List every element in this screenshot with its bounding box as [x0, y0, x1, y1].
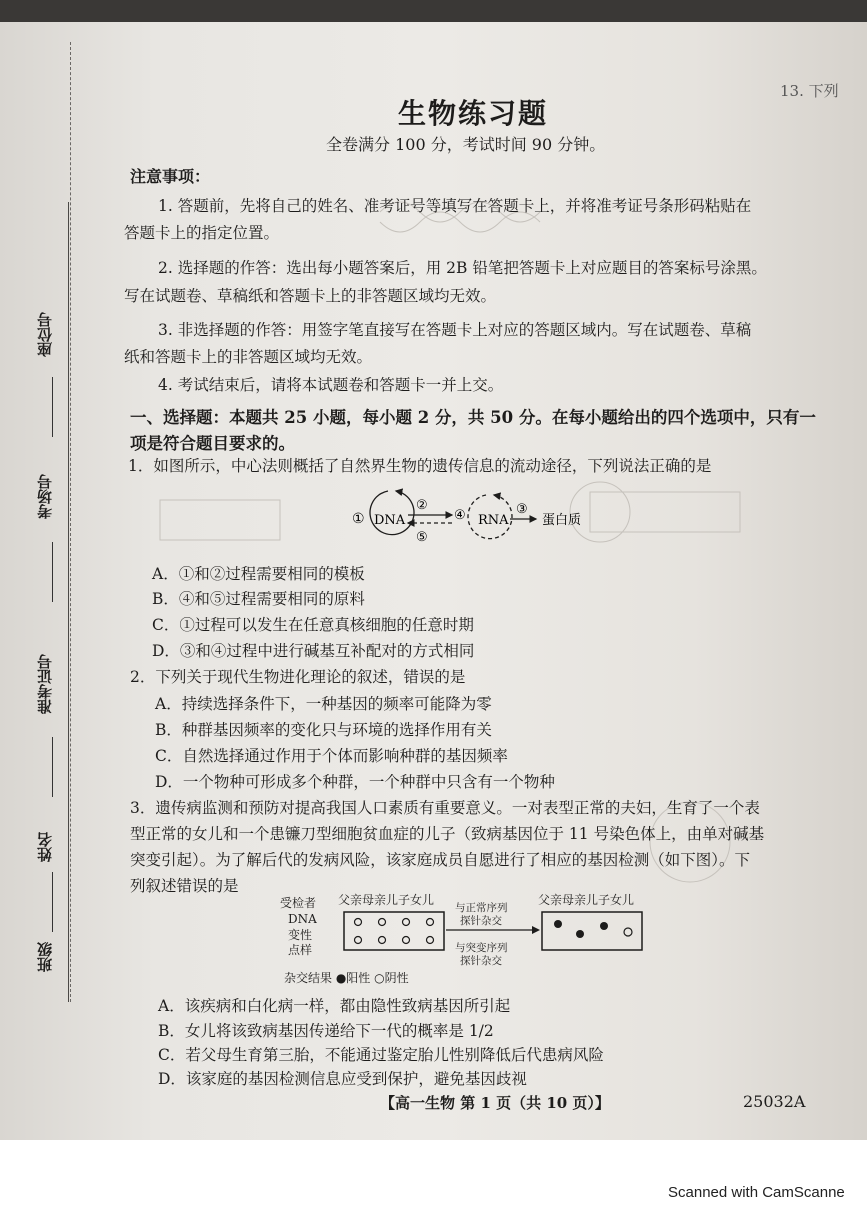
q2-option-b[interactable]: B．种群基因频率的变化只与环境的选择作用有关: [155, 721, 492, 739]
q1-option-a[interactable]: A．①和②过程需要相同的模板: [152, 565, 365, 583]
members-right: 父亲母亲儿子女儿: [538, 893, 635, 907]
next-page-bleed: 13. 下列: [780, 82, 839, 100]
q3-stem-line-2: 型正常的女儿和一个患镰刀型细胞贫血症的儿子（致病基因位于 11 号染色体上，由单对碱基: [130, 825, 765, 843]
ticket-label: 准考证号: [36, 654, 54, 714]
page-subtitle: 全卷满分 100 分，考试时间 90 分钟。: [326, 135, 606, 154]
left-label-examinee: 受检者: [280, 896, 317, 910]
note-4: 4. 考试结束后，请将本试题卷和答题卡一并上交。: [158, 376, 504, 394]
note-1-line-1: 1. 答题前，先将自己的姓名、准考证号等填写在答题卡上，并将准考证号条形码粘贴在: [158, 197, 752, 215]
note-1-line-2: 答题卡上的指定位置。: [124, 224, 280, 242]
label-2: ②: [416, 498, 428, 513]
q3-option-d[interactable]: D．该家庭的基因检测信息应受到保护，避免基因歧视: [158, 1070, 527, 1088]
normal-probe-1: 与正常序列: [455, 902, 508, 914]
q2-stem: 2．下列关于现代生物进化理论的叙述，错误的是: [130, 668, 466, 686]
mutant-probe-1: 与突变序列: [455, 942, 508, 954]
page-title: 生物练习题: [398, 97, 549, 130]
cut-line: [70, 42, 72, 1002]
legend: 杂交结果 ●阳性 ○阴性: [284, 971, 409, 985]
notes-heading: 注意事项：: [130, 167, 211, 186]
q1-option-b[interactable]: B．④和⑤过程需要相同的原料: [152, 590, 365, 608]
membrane-mutant: [542, 912, 642, 950]
paper-code: 25032A: [743, 1092, 806, 1111]
mutant-probe-2: 探针杂交: [460, 955, 502, 967]
q3-stem-line-1: 3．遗传病监测和预防对提高我国人口素质有重要意义。一对表型正常的夫妇，生育了一个表: [130, 799, 760, 817]
q2-option-d[interactable]: D．一个物种可形成多个种群，一个种群中只含有一个物种: [155, 773, 555, 791]
q1-stem: 1．如图所示，中心法则概括了自然界生物的遗传信息的流动途径，下列说法正确的是: [128, 457, 712, 475]
note-3-line-2: 纸和答题卡上的非答题区域均无效。: [124, 348, 373, 366]
members-left: 父亲母亲儿子女儿: [338, 893, 435, 907]
q3-stem-line-3: 突变引起）。为了解后代的发病风险，该家庭成员自愿进行了相应的基因检测（如下图）。下: [130, 851, 751, 869]
q1-option-d[interactable]: D．③和④过程中进行碱基互补配对的方式相同: [152, 642, 475, 660]
room-blank: [52, 542, 54, 602]
room-label: 考场号: [36, 474, 54, 519]
label-protein: 蛋白质: [542, 513, 582, 528]
q3-stem-line-4: 列叙述错误的是: [130, 877, 239, 895]
membrane-normal: [344, 912, 444, 950]
name-label: 姓名: [36, 832, 54, 862]
gene-test-diagram: [270, 890, 670, 990]
q3-option-b[interactable]: B．女儿将该致病基因传递给下一代的概率是 1/2: [158, 1022, 494, 1040]
normal-probe-2: 探针杂交: [460, 915, 502, 927]
q2-option-c[interactable]: C．自然选择通过作用于个体而影响种群的基因频率: [155, 747, 508, 765]
label-1: ①: [352, 511, 365, 527]
q2-option-a[interactable]: A．持续选择条件下，一种基因的频率可能降为零: [155, 695, 492, 713]
name-blank: [52, 872, 54, 932]
note-2-line-1: 2. 选择题的作答：选出每小题答案后，用 2B 铅笔把答题卡上对应题目的答案标号涂黑。: [158, 259, 767, 277]
label-5: ⑤: [416, 530, 428, 545]
section-heading-line-2: 项是符合题目要求的。: [130, 434, 295, 453]
ticket-blank: [52, 737, 54, 797]
seat-label: 座位号: [36, 312, 54, 357]
q3-option-a[interactable]: A．该疾病和白化病一样，都由隐性致病基因所引起: [158, 997, 511, 1015]
section-heading-line-1: 一、选择题：本题共 25 小题，每小题 2 分，共 50 分。在每小题给出的四个选项中，只有一: [130, 408, 816, 427]
class-label: 班级: [36, 942, 54, 972]
seat-blank: [52, 377, 54, 437]
central-dogma-diagram: [340, 477, 620, 547]
page-footer: 【高一生物 第 1 页（共 10 页）】: [380, 1094, 610, 1112]
left-label-dna: DNA: [288, 912, 317, 926]
camscanner-watermark: Scanned with CamScanne: [668, 1184, 845, 1201]
label-4: ④: [454, 508, 466, 523]
label-rna: RNA: [478, 513, 509, 528]
q3-option-c[interactable]: C．若父母生育第三胎，不能通过鉴定胎儿性别降低后代患病风险: [158, 1046, 604, 1064]
left-label-spot: 点样: [288, 943, 313, 957]
scan-top-edge: [0, 0, 867, 22]
label-dna: DNA: [374, 513, 406, 528]
label-3: ③: [516, 502, 528, 517]
q1-option-c[interactable]: C．①过程可以发生在任意真核细胞的任意时期: [152, 616, 474, 634]
note-2-line-2: 写在试题卷、草稿纸和答题卡上的非答题区域均无效。: [124, 287, 497, 305]
left-label-denature: 变性: [288, 928, 313, 942]
exam-page: [0, 22, 867, 1140]
note-3-line-1: 3. 非选择题的作答：用签字笔直接写在答题卡上对应的答题区域内。写在试题卷、草稿: [158, 321, 752, 339]
